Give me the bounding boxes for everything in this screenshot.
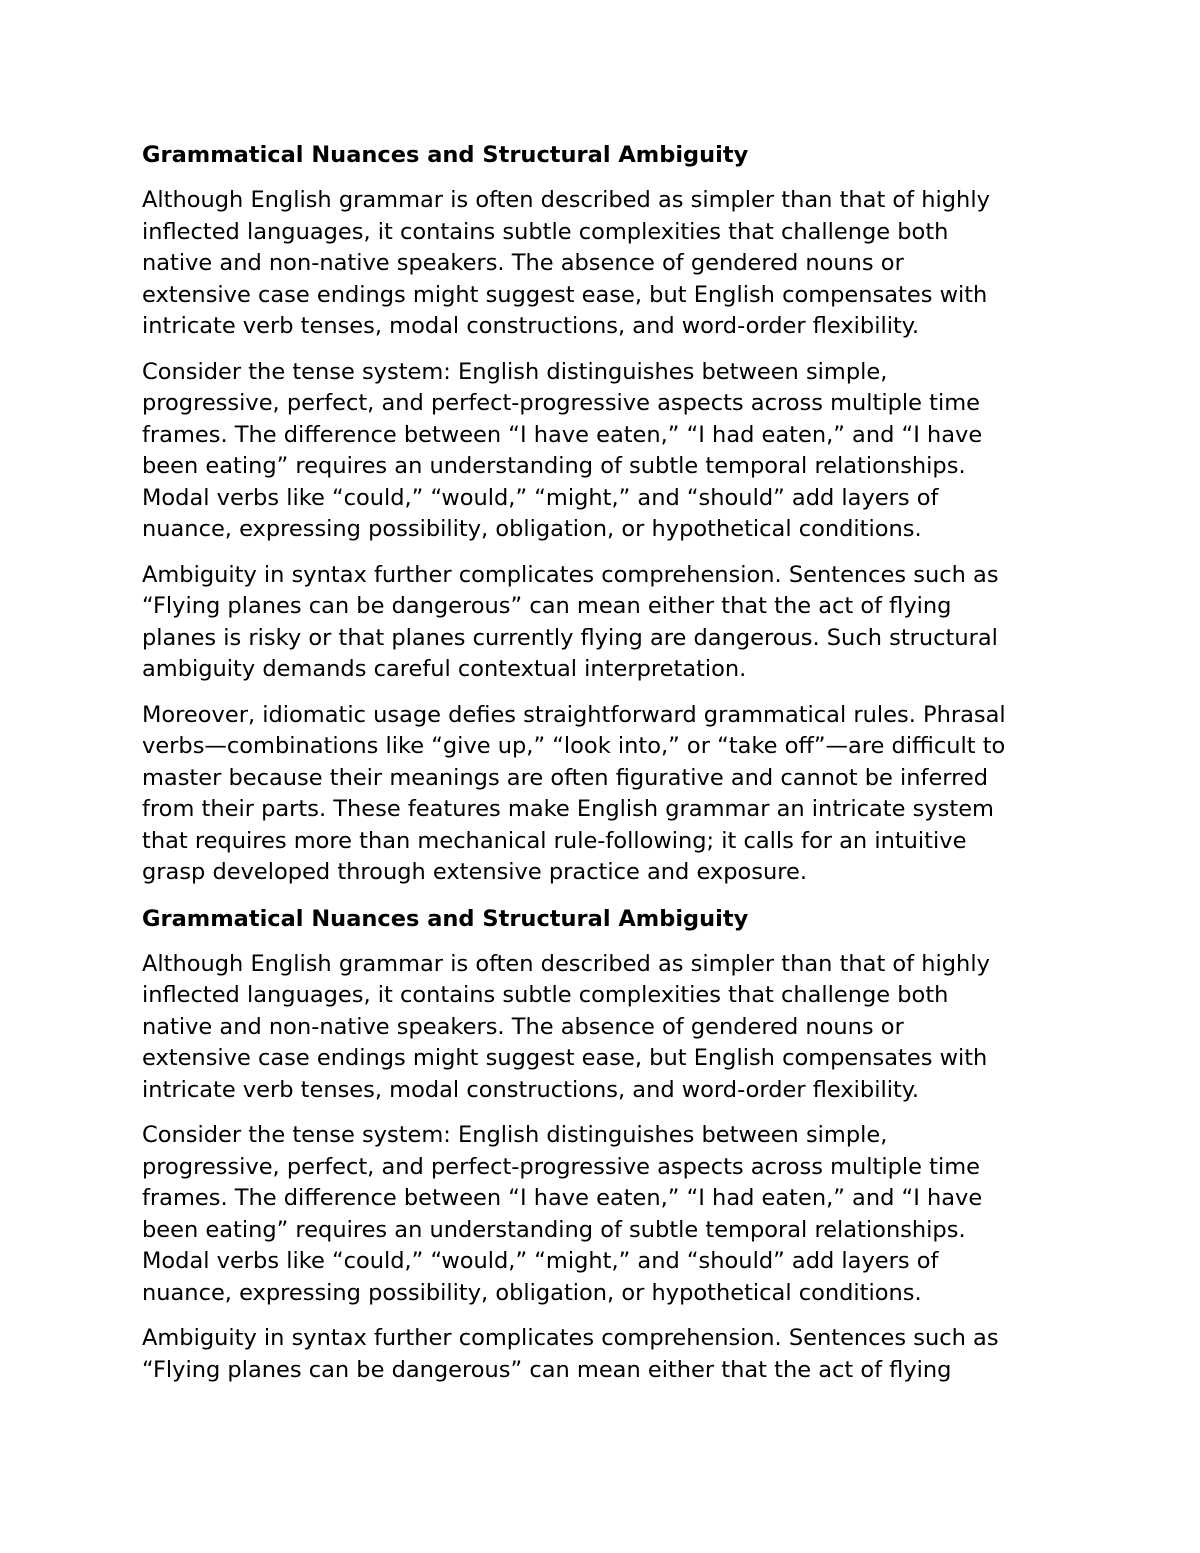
text-line: Consider the tense system: English distinguishes between simple, [142, 1122, 888, 1148]
text-line: Modal verbs like “could,” “would,” “might,” and “should” add layers of [142, 484, 939, 511]
text-line: frames. The difference between “I have eaten,” “I had eaten,” and “I have [142, 1185, 983, 1211]
text-line: Ambiguity in syntax further complicates comprehension. Sentences such as [142, 1325, 999, 1351]
paragraph [142, 185, 1062, 343]
text-line: nuance, expressing possibility, obligation, or hypothetical conditions. [142, 1279, 922, 1306]
text-line: Although English grammar is often described as simpler than that of highly [142, 950, 990, 977]
paragraph [142, 560, 1062, 686]
text-line: been eating” requires an understanding of subtle temporal relationships. [142, 453, 966, 479]
text-line: intricate verb tenses, modal constructions, and word-order flexibility. [142, 313, 920, 339]
document-section [142, 139, 1062, 889]
text-line: Although English grammar is often described as simpler than that of highly [142, 187, 990, 213]
text-line: progressive, perfect, and perfect-progressive aspects across multiple time [142, 1153, 980, 1180]
text-line: verbs—combinations like “give up,” “look into,” or “take off”—are difficult to [142, 733, 1006, 759]
text-line: extensive case endings might suggest ease, but English compensates with [142, 281, 988, 308]
text-line: inflected languages, it contains subtle complexities that challenge both [142, 218, 949, 245]
document-page [142, 139, 1062, 1400]
text-line: from their parts. These features make English grammar an intricate system [142, 796, 994, 822]
text-line: inflected languages, it contains subtle complexities that challenge both [142, 982, 949, 1008]
text-line: intricate verb tenses, modal constructions, and word-order flexibility. [142, 1076, 920, 1103]
text-line: been eating” requires an understanding of subtle temporal relationships. [142, 1216, 966, 1243]
text-line: that requires more than mechanical rule-following; it calls for an intuitive [142, 827, 967, 854]
text-line: Consider the tense system: English distinguishes between simple, [142, 358, 888, 385]
text-line: native and non-native speakers. The absence of gendered nouns or [142, 250, 904, 276]
text-line: progressive, perfect, and perfect-progressive aspects across multiple time [142, 390, 980, 416]
text-line: extensive case endings might suggest ease, but English compensates with [142, 1045, 988, 1071]
text-line: Moreover, idiomatic usage defies straightforward grammatical rules. Phrasal [142, 701, 1006, 728]
paragraph [142, 357, 1062, 546]
text-line: native and non-native speakers. The absence of gendered nouns or [142, 1013, 904, 1040]
document-section [142, 903, 1062, 1387]
section-heading: Grammatical Nuances and Structural Ambiguity [142, 905, 749, 932]
text-line: Ambiguity in syntax further complicates comprehension. Sentences such as [142, 561, 999, 588]
text-line: frames. The difference between “I have eaten,” “I had eaten,” and “I have [142, 421, 983, 448]
paragraph [142, 700, 1062, 889]
paragraph [142, 1120, 1062, 1309]
text-line: “Flying planes can be dangerous” can mean either that the act of flying [142, 1356, 952, 1383]
text-line: grasp developed through extensive practice and exposure. [142, 859, 808, 885]
text-line: Modal verbs like “could,” “would,” “might,” and “should” add layers of [142, 1248, 939, 1274]
text-line: planes is risky or that planes currently flying are dangerous. Such structural [142, 624, 998, 651]
paragraph [142, 1323, 1062, 1386]
section-heading: Grammatical Nuances and Structural Ambiguity [142, 142, 749, 168]
text-line: nuance, expressing possibility, obligation, or hypothetical conditions. [142, 516, 922, 542]
text-line: ambiguity demands careful contextual interpretation. [142, 656, 747, 682]
text-line: master because their meanings are often figurative and cannot be inferred [142, 764, 989, 791]
paragraph [142, 949, 1062, 1107]
text-line: “Flying planes can be dangerous” can mean either that the act of flying [142, 593, 952, 619]
